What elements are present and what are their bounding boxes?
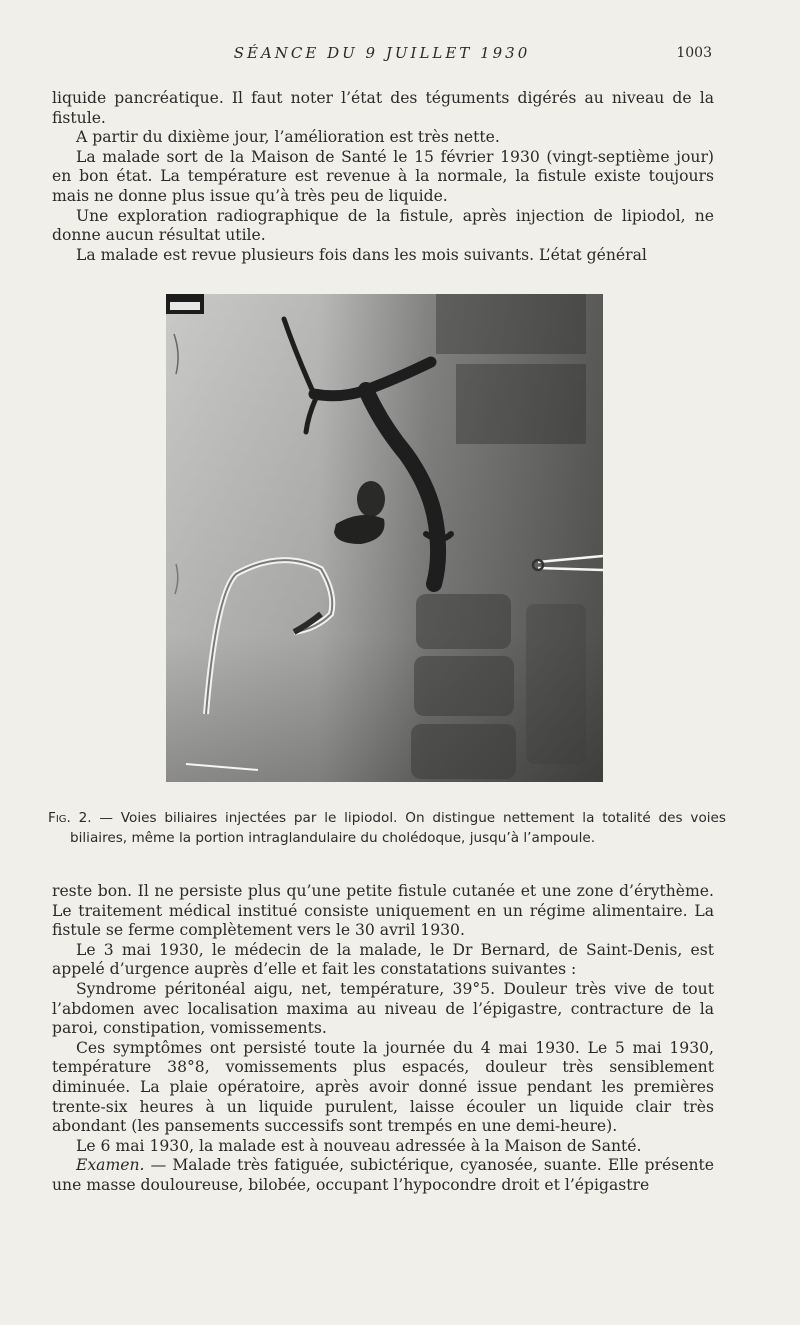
examen-label: Examen. — [76, 1156, 145, 1175]
bottom-text-block — [52, 882, 714, 1196]
examen-text: — Malade très fatiguée, subictérique, cyanosée, suante. Elle présente une masse douloureuse, bilobée, occupant l’hypocondre droit et l’épigastre — [52, 1156, 714, 1194]
paragraph: Une exploration radiographique de la fistule, après injection de lipiodol, ne donne aucun résultat utile. — [52, 206, 714, 245]
paragraph: liquide pancréatique. Il faut noter l’état des téguments digérés au niveau de la fistule. — [52, 89, 714, 127]
figure-caption-text: — Voies biliaires injectées par le lipiodol. On distingue nettement la totalité des voies biliaires, même la portion intraglandulaire du cholédoque, jusqu’à l’ampoule. — [70, 810, 726, 846]
paragraph: Syndrome péritonéal aigu, net, température, 39°5. Douleur très vive de tout l’abdomen avec localisation maxima au niveau de l’épigastre, contracture de la paroi, constipation, vomissements. — [52, 979, 714, 1038]
radiograph-figure — [166, 294, 603, 782]
paragraph: Le 6 mai 1930, la malade est à nouveau adressée à la Maison de Santé. — [76, 1136, 642, 1155]
paragraph: Le 3 mai 1930, le médecin de la malade, le Dr Bernard, de Saint-Denis, est appelé d’urgence auprès d’elle et fait les constatations suivantes : — [52, 940, 714, 979]
paragraph: reste bon. Il ne persiste plus qu’une petite fistule cutanée et une zone d’érythème. Le traitement médical institué consiste uniquement en un régime alimentaire. La fistule se ferme complètement vers le 30 avril 1930. — [52, 882, 714, 940]
paragraph: A partir du dixième jour, l’amélioration est très nette. — [76, 128, 500, 147]
radiograph-image — [166, 294, 603, 782]
figure-label: Fig. 2. — [48, 810, 92, 826]
figure-caption — [48, 808, 726, 848]
running-title: SÉANCE DU 9 JUILLET 1930 — [233, 44, 531, 62]
top-text-block — [52, 89, 714, 265]
page-number: 1003 — [676, 45, 712, 61]
paragraph: La malade est revue plusieurs fois dans les mois suivants. L’état général — [76, 245, 647, 264]
paragraph: Ces symptômes ont persisté toute la journée du 4 mai 1930. Le 5 mai 1930, température 38°8, vomissements plus espacés, douleur très sensiblement diminuée. La plaie opératoire, après avoir donné issue pendant les premières trente-six heures à un liquide purulent, laisse écouler un liquide clair très abondant (les pansements successifs sont trempés en une demi-heure). — [52, 1038, 714, 1136]
paragraph: La malade sort de la Maison de Santé le 15 février 1930 (vingt-septième jour) en bon état. La température est revenue à la normale, la fistule existe toujours mais ne donne plus issue qu’à très peu de liquide. — [52, 147, 714, 205]
running-head — [52, 44, 712, 64]
paragraph-examen — [52, 1156, 714, 1195]
